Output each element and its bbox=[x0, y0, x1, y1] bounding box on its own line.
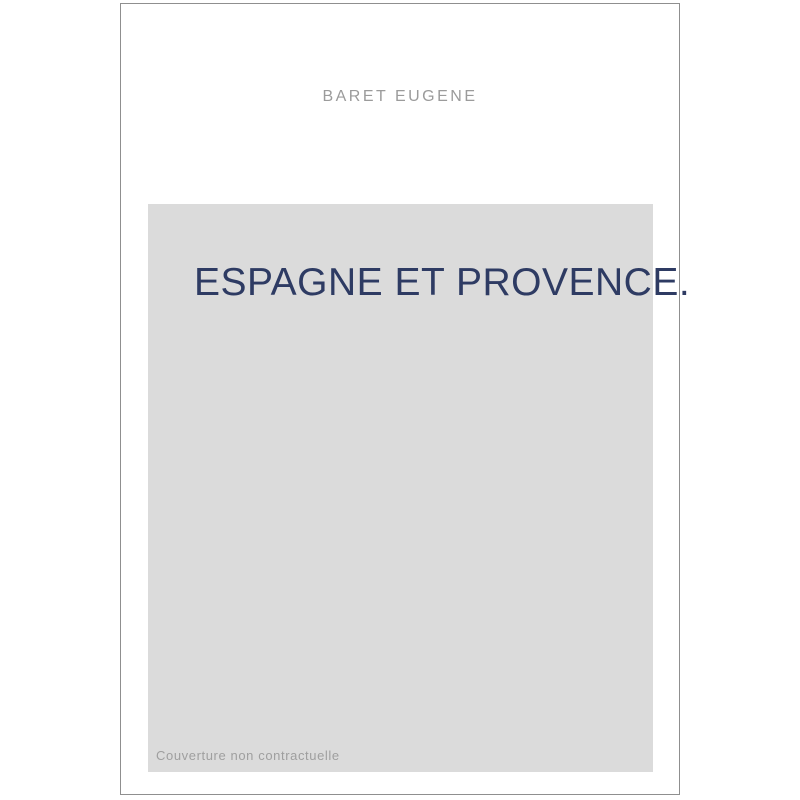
cover-disclaimer: Couverture non contractuelle bbox=[156, 748, 340, 763]
author-name: BARET EUGENE bbox=[322, 88, 478, 105]
cover-panel bbox=[148, 204, 691, 772]
book-title: ESPAGNE ET PROVENCE. bbox=[194, 261, 691, 304]
book-cover-page bbox=[120, 3, 691, 795]
